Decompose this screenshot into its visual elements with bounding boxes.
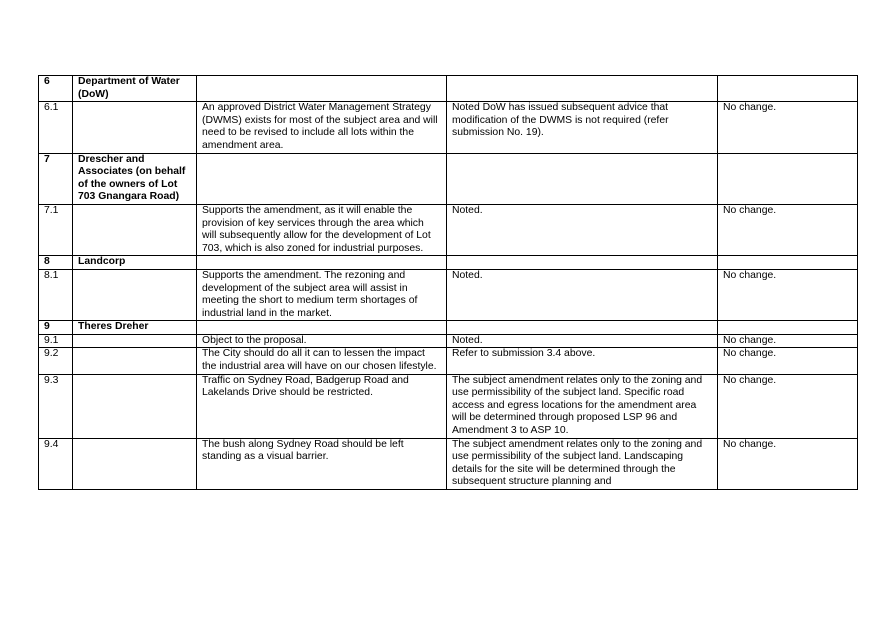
comment-text: The subject amendment relates only to the zoning and use permissibility of the subject land. Landscaping details for the site will be determined through the subsequent structure planning and: [452, 438, 703, 488]
table-cell-comment: [447, 348, 718, 374]
table-cell-number: [39, 374, 73, 438]
table-cell-number: [39, 153, 73, 204]
table-cell-comment: [447, 204, 718, 255]
submitter-name: Theres Dreher: [78, 321, 149, 333]
table-cell-number: [39, 204, 73, 255]
table-cell-number: [39, 348, 73, 374]
submission-text: Object to the proposal.: [202, 334, 307, 346]
table-heading-row: [39, 321, 858, 335]
table-cell-number: [39, 438, 73, 489]
submitter-name: Drescher and Associates (on behalf of the owners of Lot 703 Gnangara Road): [78, 153, 186, 203]
table-cell-comment: [447, 153, 718, 204]
recommendation-text: No change.: [723, 438, 777, 450]
table-heading-row: [39, 153, 858, 204]
table-row: [39, 269, 858, 320]
table-cell-submission: [197, 256, 447, 270]
table-heading-row: [39, 76, 858, 102]
submission-number: 9.3: [44, 374, 59, 386]
table-cell-recommendation: [718, 102, 858, 153]
submitter-name: Landcorp: [78, 256, 126, 268]
submissions-table-body: [39, 76, 858, 490]
submission-number: 7.1: [44, 204, 59, 216]
table-cell-submitter: [73, 269, 197, 320]
submissions-table: [38, 75, 858, 490]
table-cell-recommendation: [718, 204, 858, 255]
table-cell-submitter: [73, 321, 197, 335]
submission-text: An approved District Water Management Strategy (DWMS) exists for most of the subject area and will need to be revised to include all lots within the amendment area.: [202, 102, 438, 151]
comment-text: The subject amendment relates only to the zoning and use permissibility of the subject land. Specific road access and egress locations for the amendment area will be determined through proposed LSP 96 and Amendment 3 to ASP 10.: [452, 374, 703, 437]
recommendation-text: No change.: [723, 204, 777, 216]
table-cell-comment: [447, 374, 718, 438]
table-cell-submitter: [73, 76, 197, 102]
table-cell-submission: [197, 334, 447, 348]
table-cell-submission: [197, 321, 447, 335]
table-cell-submission: [197, 153, 447, 204]
comment-text: Noted.: [452, 269, 483, 281]
submission-number: 8.1: [44, 269, 59, 281]
submission-number: 6: [44, 76, 50, 87]
comment-text: Refer to submission 3.4 above.: [452, 348, 596, 360]
table-cell-comment: [447, 76, 718, 102]
table-cell-submitter: [73, 438, 197, 489]
table-heading-row: [39, 256, 858, 270]
table-cell-submitter: [73, 256, 197, 270]
table-cell-number: [39, 269, 73, 320]
table-row: [39, 348, 858, 374]
recommendation-text: No change.: [723, 102, 777, 114]
table-cell-recommendation: [718, 76, 858, 102]
table-cell-recommendation: [718, 348, 858, 374]
table-cell-submission: [197, 374, 447, 438]
table-cell-number: [39, 76, 73, 102]
table-cell-comment: [447, 438, 718, 489]
table-cell-submitter: [73, 102, 197, 153]
table-cell-recommendation: [718, 256, 858, 270]
table-cell-number: [39, 102, 73, 153]
table-cell-submitter: [73, 348, 197, 374]
table-cell-submission: [197, 438, 447, 489]
table-row: [39, 334, 858, 348]
submission-number: 9.1: [44, 334, 59, 346]
submission-number: 6.1: [44, 102, 59, 114]
table-cell-recommendation: [718, 374, 858, 438]
table-cell-submission: [197, 204, 447, 255]
submission-number: 9: [44, 321, 50, 333]
comment-text: Noted DoW has issued subsequent advice that modification of the DWMS is not required (refer submission No. 19).: [452, 102, 669, 139]
submitter-name: Department of Water (DoW): [78, 76, 180, 100]
submission-text: The bush along Sydney Road should be left standing as a visual barrier.: [202, 438, 404, 463]
table-cell-comment: [447, 256, 718, 270]
comment-text: Noted.: [452, 334, 483, 346]
table-row: [39, 102, 858, 153]
table-cell-submission: [197, 348, 447, 374]
recommendation-text: No change.: [723, 374, 777, 386]
submission-text: Traffic on Sydney Road, Badgerup Road and Lakelands Drive should be restricted.: [202, 374, 409, 399]
comment-text: Noted.: [452, 204, 483, 216]
submission-number: 8: [44, 256, 50, 268]
table-cell-number: [39, 334, 73, 348]
table-row: [39, 204, 858, 255]
table-cell-comment: [447, 102, 718, 153]
submission-text: Supports the amendment. The rezoning and development of the subject area will assist in meeting the short to medium term shortages of industrial land in the market.: [202, 269, 418, 319]
table-cell-recommendation: [718, 269, 858, 320]
table-cell-recommendation: [718, 321, 858, 335]
table-cell-recommendation: [718, 438, 858, 489]
table-cell-submitter: [73, 153, 197, 204]
table-cell-submission: [197, 269, 447, 320]
recommendation-text: No change.: [723, 348, 777, 360]
table-cell-submitter: [73, 334, 197, 348]
table-row: [39, 374, 858, 438]
submission-number: 9.4: [44, 438, 59, 450]
table-cell-submitter: [73, 374, 197, 438]
table-row: [39, 438, 858, 489]
table-cell-recommendation: [718, 153, 858, 204]
table-cell-submitter: [73, 204, 197, 255]
table-cell-submission: [197, 76, 447, 102]
recommendation-text: No change.: [723, 269, 777, 281]
submission-text: The City should do all it can to lessen the impact the industrial area will have on our chosen lifestyle.: [202, 348, 437, 373]
submission-number: 9.2: [44, 348, 59, 360]
table-cell-comment: [447, 269, 718, 320]
table-cell-comment: [447, 334, 718, 348]
table-cell-number: [39, 321, 73, 335]
table-cell-number: [39, 256, 73, 270]
table-cell-comment: [447, 321, 718, 335]
table-cell-submission: [197, 102, 447, 153]
recommendation-text: No change.: [723, 334, 777, 346]
submission-text: Supports the amendment, as it will enable the provision of key services through the area which will subsequently allow for the development of Lot 703, which is also zoned for industrial purposes.: [202, 204, 431, 254]
submission-number: 7: [44, 153, 50, 165]
table-cell-recommendation: [718, 334, 858, 348]
